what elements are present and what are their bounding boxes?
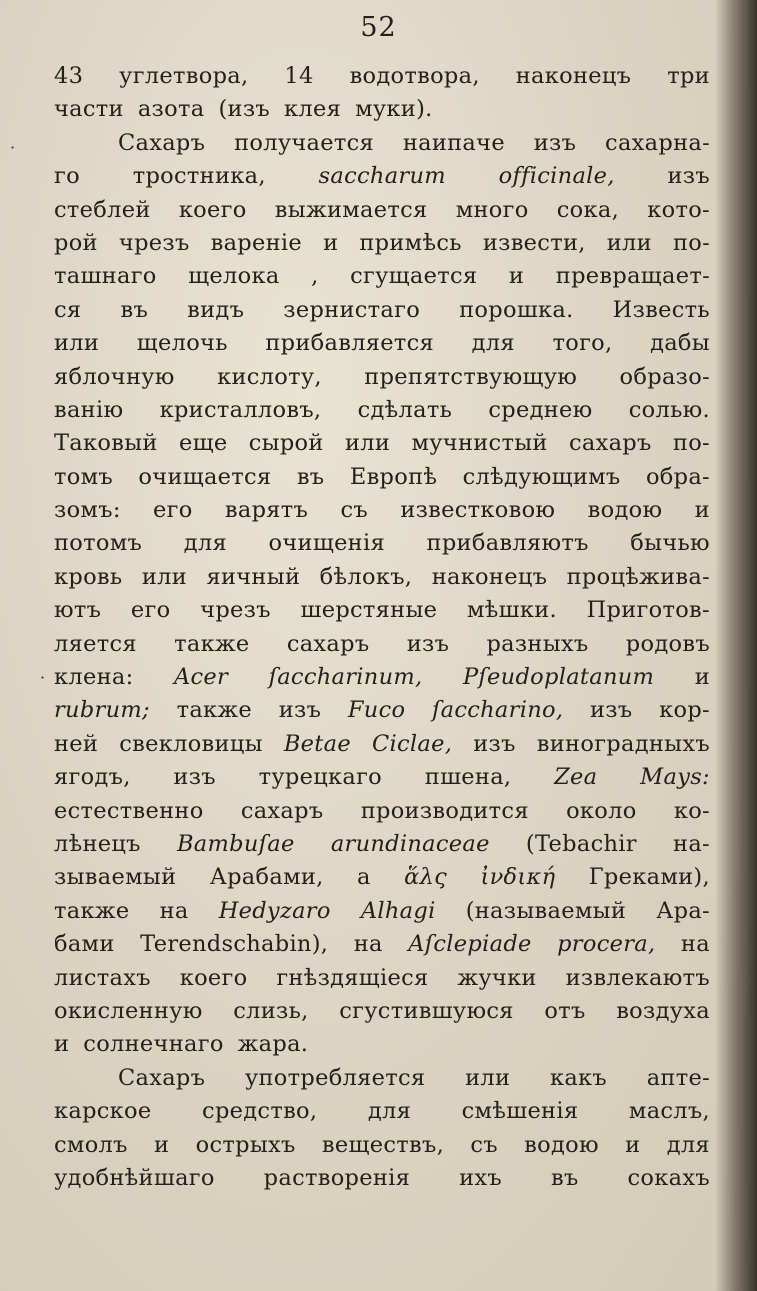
word: ней — [54, 730, 99, 757]
word: водою — [524, 1131, 599, 1158]
word: того, — [552, 330, 613, 357]
italic-word: procera, — [557, 931, 656, 958]
word: (изъ — [218, 96, 271, 123]
word: среднею — [488, 396, 593, 423]
text-line — [54, 194, 710, 227]
word: жара. — [237, 1031, 309, 1058]
word: на — [680, 931, 710, 958]
word: смѣшенія — [461, 1098, 579, 1125]
word: клена: — [54, 664, 134, 691]
word: изъ — [533, 129, 577, 156]
italic-word: rubrum; — [54, 697, 150, 724]
word: веществъ, — [321, 1131, 445, 1158]
word: сырой — [248, 430, 324, 457]
word: образо- — [619, 363, 710, 390]
word: Арабами, — [209, 864, 324, 891]
word: сахаръ — [286, 630, 370, 657]
word: бами — [54, 931, 115, 958]
word: наипаче — [402, 129, 505, 156]
word: щелока — [188, 263, 280, 290]
word: или — [141, 563, 188, 590]
word: изъ — [473, 730, 516, 757]
word: острыхъ — [195, 1131, 296, 1158]
italic-word: Alhagi — [360, 897, 436, 924]
word: 14 — [284, 63, 314, 89]
word: также — [176, 697, 253, 724]
word: или — [344, 430, 391, 457]
word: процѣжива- — [566, 563, 710, 590]
text-line — [54, 895, 710, 928]
word: для — [183, 530, 227, 557]
page-gutter-shadow — [715, 0, 757, 1291]
word: для — [666, 1131, 710, 1158]
word: на- — [673, 830, 710, 857]
word: , — [311, 263, 319, 290]
word: виноградныхъ — [536, 730, 710, 757]
text-line — [54, 861, 710, 894]
word: томъ — [54, 463, 114, 490]
word: ташнаго — [54, 263, 157, 290]
word: яблочную — [54, 363, 175, 390]
text-line — [54, 327, 710, 360]
word: съ — [340, 497, 368, 524]
text-line — [54, 294, 710, 327]
word: Сахаръ — [118, 1064, 206, 1091]
text-line — [54, 1028, 710, 1061]
word: прибавляютъ — [426, 530, 589, 557]
word: наконецъ — [515, 63, 632, 89]
word: обра- — [645, 463, 710, 490]
word: водотвора, — [349, 63, 480, 89]
word: мучнистый — [411, 430, 548, 457]
text-line — [54, 227, 710, 260]
word: примѣсь — [359, 229, 462, 256]
word: ко- — [673, 797, 710, 824]
text-line — [54, 928, 710, 961]
word: окисленную — [54, 997, 203, 1024]
word: кровь — [54, 563, 123, 590]
text-line — [54, 1062, 710, 1095]
word: въ — [550, 1164, 579, 1191]
word: Ара- — [656, 897, 710, 924]
word: изъ — [667, 163, 710, 190]
text-line — [54, 1095, 710, 1128]
text-line — [54, 127, 710, 160]
word: изъ — [173, 764, 216, 791]
word: зомъ: — [54, 497, 121, 524]
word: видъ — [187, 296, 245, 323]
word: 43 — [54, 63, 84, 89]
italic-word: Betae — [283, 730, 351, 757]
word: около — [566, 797, 637, 824]
word: Приготов- — [586, 597, 710, 624]
word: очищенія — [268, 530, 385, 557]
italic-word: ἰνδική — [480, 864, 556, 891]
italic-word: Fuco — [347, 697, 406, 724]
italic-word: Mays: — [640, 764, 710, 791]
word: Сахаръ — [118, 129, 206, 156]
text-line — [54, 1129, 710, 1162]
word: на — [159, 897, 189, 924]
italic-word: ſaccharino, — [432, 697, 564, 724]
word: ся — [54, 296, 82, 323]
word: свекловицы — [119, 730, 263, 757]
word: сахарна- — [605, 129, 710, 156]
word: апте- — [646, 1064, 710, 1091]
word: или — [465, 1064, 511, 1091]
italic-word: arundinaceae — [330, 830, 490, 857]
word: ягодъ, — [54, 764, 131, 791]
word: также — [54, 897, 130, 924]
word: сдѣлать — [357, 396, 453, 423]
word: по- — [672, 430, 710, 457]
word: средство, — [202, 1098, 318, 1125]
word: съ — [470, 1131, 498, 1158]
word: и — [508, 263, 525, 290]
word: карское — [54, 1098, 152, 1125]
word: и — [625, 1131, 641, 1158]
word: получается — [234, 129, 375, 156]
italic-word: Pſeudoplatanum — [462, 664, 655, 691]
word: Европѣ — [349, 463, 438, 490]
word: ляется — [54, 630, 137, 657]
italic-word: officinale, — [498, 163, 615, 190]
word: сока, — [556, 196, 620, 223]
italic-word: saccharum — [318, 163, 446, 190]
word: лѣнецъ — [54, 830, 141, 857]
italic-word: ſaccharinum, — [268, 664, 423, 691]
word: углетвора, — [119, 63, 249, 89]
word: еще — [178, 430, 228, 457]
word: листахъ — [54, 964, 151, 991]
word: чрезъ — [200, 597, 271, 624]
word: бычью — [630, 530, 710, 557]
word: кристалловъ, — [159, 396, 322, 423]
word: сгущается — [350, 263, 478, 290]
word: Греками), — [588, 864, 710, 891]
text-line — [54, 160, 710, 193]
italic-word: Zea — [554, 764, 598, 791]
text-line — [54, 828, 710, 861]
text-line — [54, 260, 710, 293]
word: зываемый — [54, 864, 177, 891]
word: препятствующую — [364, 363, 578, 390]
word: слѣдующимъ — [462, 463, 621, 490]
text-line — [54, 694, 710, 727]
word: рой — [54, 229, 98, 256]
text-line — [54, 527, 710, 560]
word: или — [606, 229, 652, 256]
page-number: 52 — [360, 12, 397, 43]
word: азота — [137, 96, 205, 123]
word: солнечнаго — [83, 1031, 224, 1058]
word: три — [667, 63, 710, 89]
word: кор- — [659, 697, 710, 724]
italic-word: Acer — [173, 664, 229, 691]
italic-word: Aſclepiade — [408, 931, 532, 958]
word: по- — [672, 229, 710, 256]
word: дабы — [650, 330, 710, 357]
word: также — [174, 630, 250, 657]
word: употребляется — [244, 1064, 426, 1091]
word: чрезъ — [118, 229, 190, 256]
word: турецкаго — [258, 764, 383, 791]
word: и — [54, 1031, 70, 1058]
word: отъ — [544, 997, 586, 1024]
body-text — [54, 60, 710, 1195]
italic-word: Ciclae, — [372, 730, 453, 757]
word: муки). — [355, 96, 433, 123]
word: удобнѣйшаго — [54, 1164, 215, 1191]
italic-word: Bambuſae — [176, 830, 295, 857]
text-line — [54, 461, 710, 494]
margin-speck: · — [10, 138, 16, 157]
text-line — [54, 93, 710, 126]
word: порошка. — [459, 296, 574, 323]
word: бѣлокъ, — [319, 563, 413, 590]
word: и — [323, 229, 339, 256]
text-line — [54, 594, 710, 627]
word: какъ — [549, 1064, 608, 1091]
word: смолъ — [54, 1131, 128, 1158]
word: сахаръ — [240, 797, 324, 824]
word: его — [153, 497, 193, 524]
text-line — [54, 60, 710, 93]
word: и — [154, 1131, 170, 1158]
word: выжимается — [274, 196, 428, 223]
word: го — [54, 163, 80, 190]
word: въ — [120, 296, 149, 323]
word: маслъ, — [628, 1098, 710, 1125]
word: тростника, — [132, 163, 266, 190]
word: или — [54, 330, 100, 357]
word: известковою — [400, 497, 556, 524]
word: варятъ — [224, 497, 309, 524]
word: водою — [587, 497, 663, 524]
word: клея — [284, 96, 342, 123]
word: много — [455, 196, 529, 223]
word: ютъ — [54, 597, 102, 624]
word: извлекаютъ — [565, 964, 710, 991]
text-line — [54, 394, 710, 427]
word: наконецъ — [431, 563, 548, 590]
word: растворенія — [263, 1164, 411, 1191]
text-line — [54, 494, 710, 527]
italic-word: Hedyzaro — [218, 897, 331, 924]
word: Таковый — [54, 430, 158, 457]
word: въ — [296, 463, 325, 490]
word: коего — [178, 196, 247, 223]
word: потомъ — [54, 530, 143, 557]
text-line — [54, 995, 710, 1028]
text-line — [54, 761, 710, 794]
word: ихъ — [459, 1164, 503, 1191]
word: и — [694, 664, 710, 691]
text-line — [54, 1162, 710, 1195]
word: (называемый — [465, 897, 627, 924]
word: Terendschabin), — [140, 931, 329, 958]
word: стеблей — [54, 196, 151, 223]
word: (Tebachir — [525, 830, 637, 857]
word: кото- — [647, 196, 710, 223]
word: и — [694, 497, 710, 524]
word: изъ — [589, 697, 633, 724]
word: коего — [179, 964, 248, 991]
text-line — [54, 795, 710, 828]
word: ванію — [54, 396, 124, 423]
italic-word: ἅλς — [404, 864, 448, 891]
word: превращает- — [555, 263, 710, 290]
text-line — [54, 728, 710, 761]
word: разныхъ — [486, 630, 589, 657]
word: сгустившуюся — [339, 997, 514, 1024]
word: жучки — [457, 964, 537, 991]
word: щелочь — [136, 330, 228, 357]
text-line — [54, 962, 710, 995]
word: изъ — [278, 697, 322, 724]
word: Известь — [612, 296, 710, 323]
word: слизь, — [233, 997, 309, 1024]
word: гнѣздящіеся — [276, 964, 429, 991]
word: сахаръ — [568, 430, 652, 457]
word: извести, — [482, 229, 586, 256]
word: шерстяные — [300, 597, 438, 624]
word: на — [353, 931, 383, 958]
word: естественно — [54, 797, 204, 824]
word: а — [357, 864, 371, 891]
word: пшена, — [424, 764, 512, 791]
word: кислоту, — [217, 363, 322, 390]
text-line — [54, 661, 710, 694]
word: для — [367, 1098, 412, 1125]
text-line — [54, 361, 710, 394]
word: вареніе — [210, 229, 303, 256]
margin-speck: · — [40, 668, 46, 687]
word: производится — [360, 797, 529, 824]
word: очищается — [138, 463, 272, 490]
text-line — [54, 427, 710, 460]
word: части — [54, 96, 124, 123]
word: сокахъ — [627, 1164, 710, 1191]
text-line — [54, 628, 710, 661]
word: его — [130, 597, 171, 624]
word: солью. — [628, 396, 710, 423]
word: изъ — [406, 630, 450, 657]
word: зернистаго — [283, 296, 421, 323]
word: прибавляется — [265, 330, 435, 357]
word: родовъ — [625, 630, 710, 657]
word: мѣшки. — [466, 597, 557, 624]
word: воздуха — [616, 997, 710, 1024]
word: яичный — [206, 563, 301, 590]
text-line — [54, 561, 710, 594]
word: для — [471, 330, 515, 357]
